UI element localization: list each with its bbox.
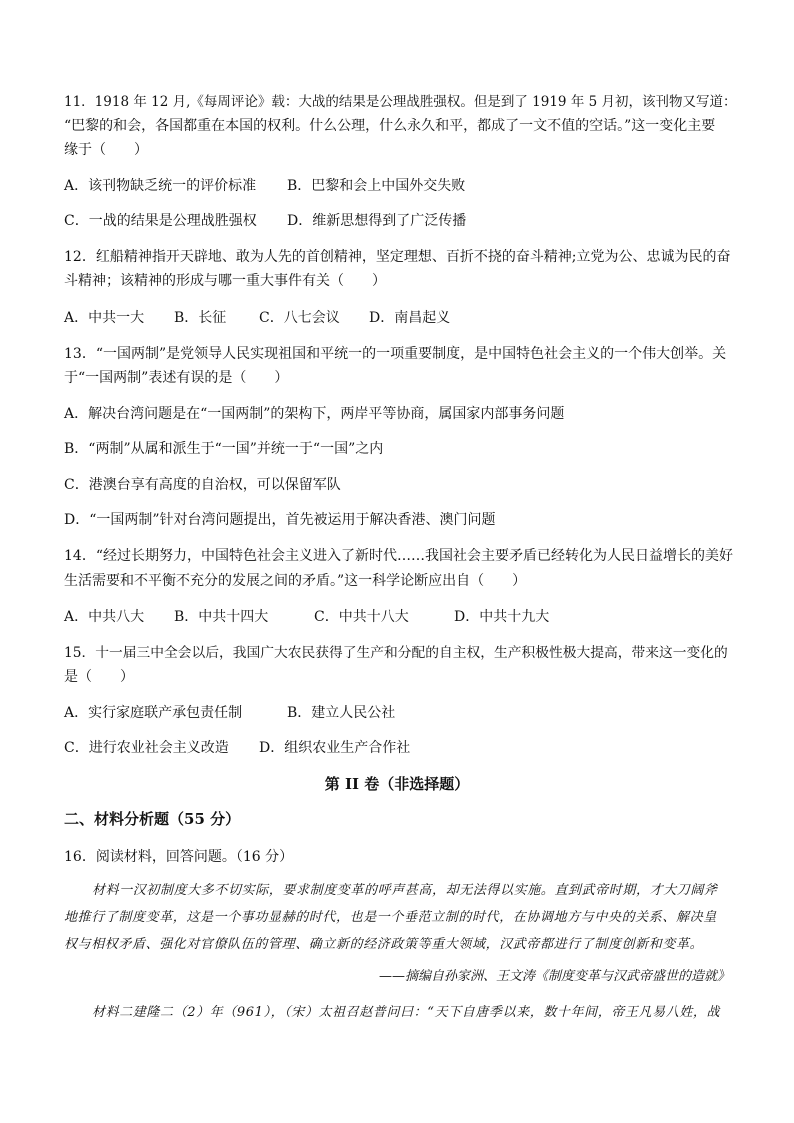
material-1-source: ——摘编自孙家洲、王文涛《制度变革与汉武帝盛世的造就》 [378, 969, 730, 984]
q16-stem: 16．阅读材料，回答问题。（16 分） [64, 849, 294, 865]
q12-option-c: C．八七会议 [259, 310, 340, 326]
q11-stem-line3: 缘于（ ） [64, 142, 148, 158]
q14-option-d: D．中共十九大 [454, 609, 550, 625]
q14-option-b: B．中共十四大 [174, 609, 269, 625]
q11-stem-line1: 11．1918 年 12 月,《每周评论》载：大战的结果是公理战胜强权。但是到了 1919 年 5 月初，该刊物又写道： [64, 94, 737, 110]
q15-option-d: D．组织农业生产合作社 [259, 740, 411, 756]
q11-stem-line2: “巴黎的和会，各国都重在本国的权利。什么公理，什么永久和平，都成了一文不值的空话。”这一变化主要 [64, 118, 716, 134]
q14-stem-line1: 14．“经过长期努力，中国特色社会主义进入了新时代……我国社会主要矛盾已经转化为人民日益增长的美好 [64, 548, 733, 564]
q12-option-d: D．南昌起义 [369, 310, 451, 326]
q15-option-b: B．建立人民公社 [287, 705, 396, 721]
q13-option-a: A．解决台湾问题是在“一国两制”的架构下，两岸平等协商，属国家内部事务问题 [64, 406, 565, 422]
q13-stem-line1: 13．“一国两制”是党领导人民实现祖国和平统一的一项重要制度，是中国特色社会主义的一个伟大创举。关 [64, 346, 727, 362]
q14-option-c: C．中共十八大 [314, 609, 409, 625]
material-1-line3: 权与相权矛盾、强化对官僚队伍的管理、确立新的经济政策等重大领域，汉武帝都进行了制度创新和变革。 [64, 937, 704, 952]
q12-stem-line1: 12．红船精神指开天辟地、敢为人先的首创精神，坚定理想、百折不挠的奋斗精神;立党为公、忠诚为民的奋 [64, 249, 731, 265]
material-1-line1: 材料一汉初制度大多不切实际，要求制度变革的呼声甚高，却无法得以实施。直到武帝时期，才大刀阔斧 [92, 883, 718, 898]
q13-option-d: D．“一国两制”针对台湾问题提出，首先被运用于解决香港、澳门问题 [64, 512, 496, 528]
material-1-line2: 地推行了制度变革，这是一个事功显赫的时代，也是一个垂范立制的时代，在协调地方与中央的关系、解决皇 [64, 910, 717, 925]
q14-option-a: A．中共八大 [64, 609, 145, 625]
q14-stem-line2: 生活需要和不平衡不充分的发展之间的矛盾。”这一科学论断应出自（ ） [64, 573, 527, 589]
q12-stem-line2: 斗精神；该精神的形成与哪一重大事件有关（ ） [64, 273, 386, 289]
q12-option-a: A．中共一大 [64, 310, 145, 326]
section-title: 第 II 卷（非选择题） [324, 775, 470, 793]
q15-option-c: C．进行农业社会主义改造 [64, 740, 229, 756]
q11-option-c: C．一战的结果是公理战胜强权 [64, 213, 257, 229]
q15-option-a: A．实行家庭联产承包责任制 [64, 705, 243, 721]
q11-option-d: D．维新思想得到了广泛传播 [287, 213, 467, 229]
part-title: 二、材料分析题（55 分） [64, 810, 241, 828]
q11-option-b: B．巴黎和会上中国外交失败 [287, 178, 466, 194]
q13-option-b: B．“两制”从属和派生于“一国”并统一于“一国”之内 [64, 441, 384, 457]
q11-option-a: A．该刊物缺乏统一的评价标准 [64, 178, 257, 194]
material-2-line1: 材料二建隆二（2）年（961），（宋）太祖召赵普问曰：“天下自唐季以来，数十年间，帝王凡易八姓，战 [92, 1005, 721, 1020]
q13-stem-line2: 于“一国两制”表述有误的是（ ） [64, 370, 289, 386]
q12-option-b: B．长征 [174, 310, 227, 326]
q15-stem-line1: 15．十一届三中全会以后，我国广大农民获得了生产和分配的自主权，生产积极性极大提高，带来这一变化的 [64, 645, 728, 661]
q13-option-c: C．港澳台享有高度的自治权，可以保留军队 [64, 477, 341, 493]
q15-stem-line2: 是（ ） [64, 669, 134, 685]
